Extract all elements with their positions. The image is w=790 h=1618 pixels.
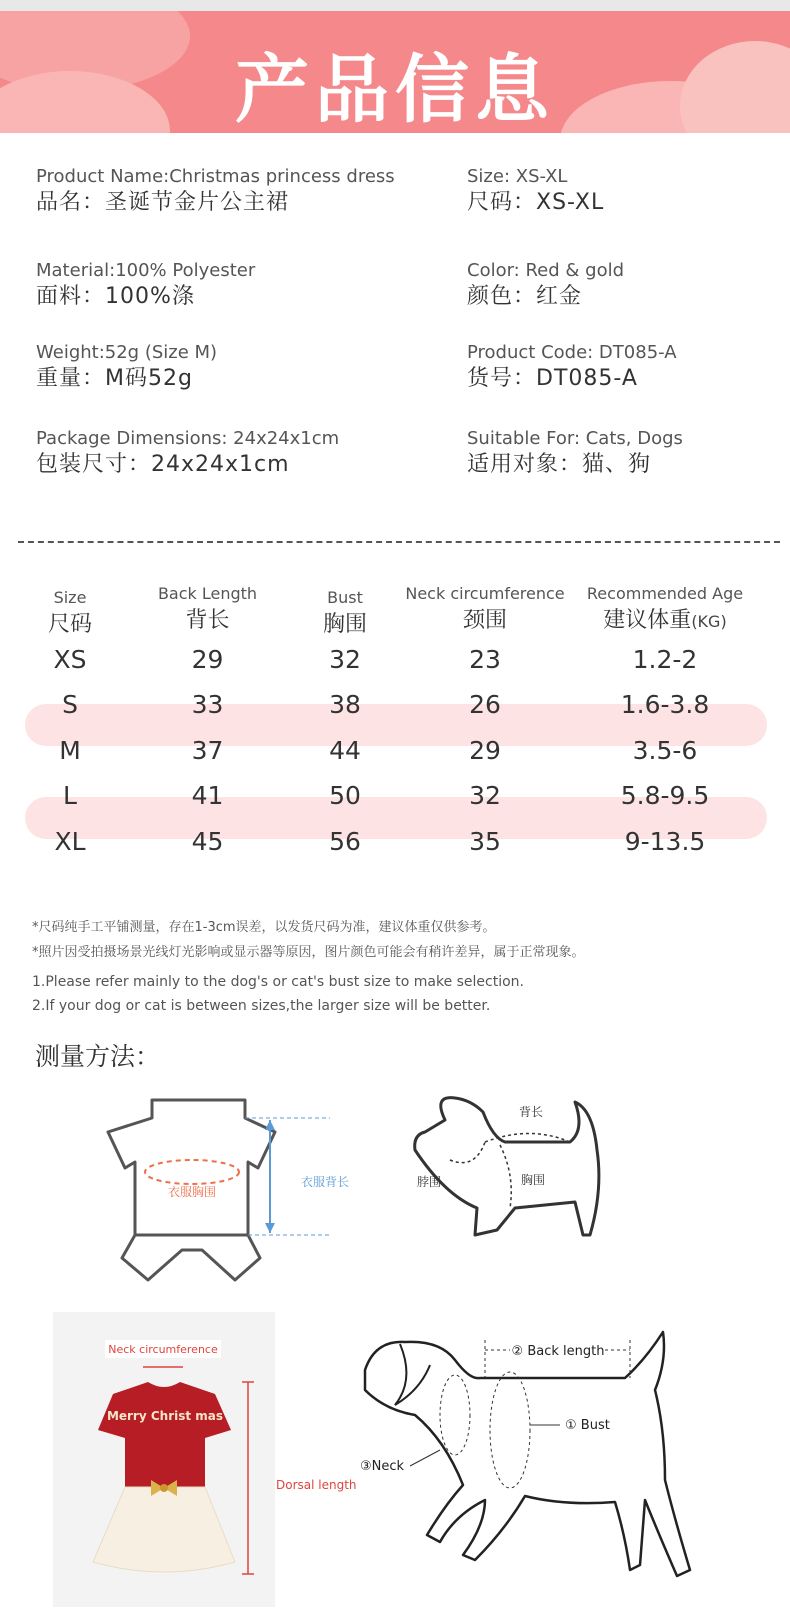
banner-title: 产品信息 <box>235 47 555 133</box>
cell-back-length: 33 <box>191 690 224 719</box>
banner <box>0 11 790 133</box>
cell-bust: 44 <box>329 736 361 765</box>
measure-title: 测量方法： <box>35 1042 161 1071</box>
top-strip <box>0 0 790 11</box>
shirt-print: Merry Christ mas <box>106 1409 224 1423</box>
label-dog-chest: 胸围 <box>520 1173 546 1187</box>
cell-back-length: 41 <box>191 781 224 810</box>
cell-size: XL <box>54 827 86 856</box>
cell-neck: 29 <box>469 736 501 765</box>
info-size: Size: XS-XL 尺码：XS-XL <box>467 166 605 215</box>
label-neck: ③Neck <box>360 1459 405 1474</box>
cell-bust: 50 <box>329 781 361 810</box>
label-back-length: ② Back length <box>511 1344 605 1359</box>
cell-weight: 9-13.5 <box>624 827 706 856</box>
cell-weight: 3.5-6 <box>632 736 698 765</box>
header-bust: Bust 胸围 <box>322 588 367 637</box>
cell-weight: 1.2-2 <box>632 645 698 674</box>
label-garment-chest: 衣服胸围 <box>167 1185 217 1199</box>
dashed-divider <box>18 541 780 543</box>
info-suitable-for: Suitable For: Cats, Dogs 适用对象：猫、狗 <box>467 428 683 477</box>
cell-neck: 32 <box>469 781 501 810</box>
product-photo <box>53 1312 275 1607</box>
cell-bust: 38 <box>329 690 361 719</box>
info-color: Color: Red & gold 颜色：红金 <box>467 260 625 309</box>
label-dog-back: 背长 <box>518 1105 544 1119</box>
cell-bust: 56 <box>329 827 361 856</box>
cell-back-length: 29 <box>191 645 224 674</box>
cell-neck: 26 <box>469 690 501 719</box>
cell-neck: 35 <box>469 827 501 856</box>
header-size: Size 尺码 <box>47 588 92 637</box>
note-color-diff: *照片因受拍摄场景光线灯光影响或显示器等原因，图片颜色可能会有稍许差异，属于正常现象。 <box>32 945 585 960</box>
garment-diagram <box>100 1090 380 1290</box>
label-dog-neck: 脖围 <box>417 1175 442 1189</box>
note-bust-advice: 1.Please refer mainly to the dog's or cat's bust size to make selection. <box>32 974 525 990</box>
info-product-code: Product Code: DT085-A 货号：DT085-A <box>467 342 677 391</box>
cell-size: S <box>62 690 78 719</box>
dog-diagram-walking <box>345 1320 745 1610</box>
info-material: Material:100% Polyester 面料：100%涤 <box>36 260 256 309</box>
info-weight: Weight:52g (Size M) 重量：M码52g <box>36 342 218 391</box>
header-neck: Neck circumference 颈围 <box>405 584 565 633</box>
label-neck-circumference: Neck circumference <box>108 1343 218 1356</box>
label-garment-back: 衣服背长 <box>300 1175 350 1189</box>
cell-neck: 23 <box>469 645 501 674</box>
info-package-dimensions: Package Dimensions: 24x24x1cm 包装尺寸：24x24x1cm <box>36 428 340 477</box>
cell-size: L <box>63 781 77 810</box>
note-measure-error: *尺码纯手工平铺测量，存在1-3cm误差，以发货尺码为准，建议体重仅供参考。 <box>32 920 496 935</box>
dog-diagram-simple <box>405 1090 635 1270</box>
cell-size: XS <box>53 645 87 674</box>
label-dorsal-length: Dorsal length <box>276 1478 357 1492</box>
header-recommended: Recommended Age 建议体重(KG) <box>586 584 744 633</box>
info-product-name: Product Name:Christmas princess dress 品名：圣诞节金片公主裙 <box>36 166 395 215</box>
header-back-length: Back Length 背长 <box>157 584 258 633</box>
cell-weight: 1.6-3.8 <box>620 690 710 719</box>
note-between-sizes: 2.If your dog or cat is between sizes,the larger size will be better. <box>32 998 491 1014</box>
cell-weight: 5.8-9.5 <box>620 781 710 810</box>
label-bust: ① Bust <box>565 1418 610 1433</box>
cell-size: M <box>59 736 81 765</box>
cell-back-length: 37 <box>191 736 224 765</box>
cell-bust: 32 <box>329 645 361 674</box>
cell-back-length: 45 <box>191 827 224 856</box>
